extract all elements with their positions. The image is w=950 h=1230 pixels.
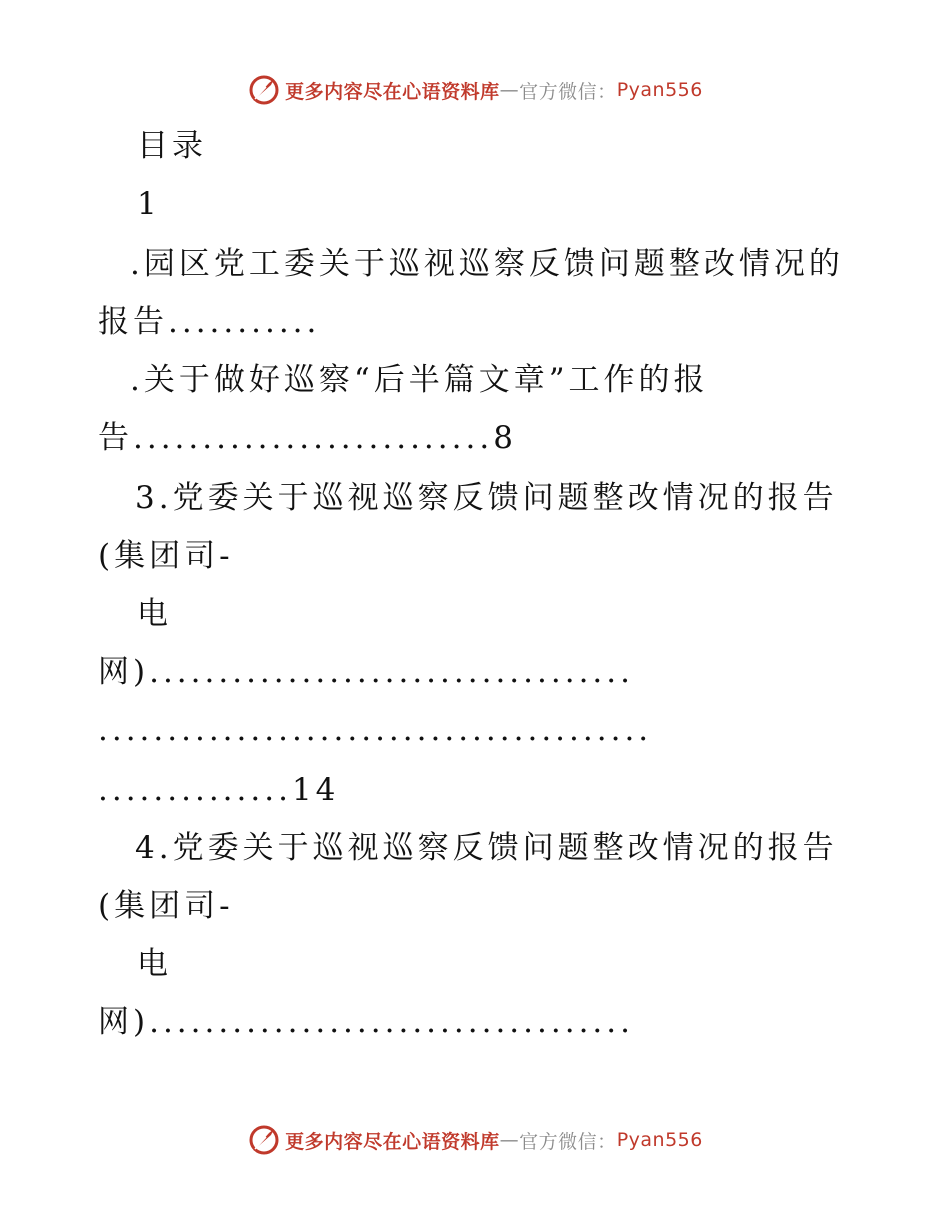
watermark-dash: — xyxy=(499,1129,520,1151)
toc-entry-title: 4.党委关于巡视巡察反馈问题整改情况的报告 xyxy=(135,830,838,866)
toc-entry-line: (集团司- xyxy=(98,888,234,924)
watermark-main-text: 更多内容尽在心语资料库 xyxy=(285,1130,500,1153)
toc-line: 1 xyxy=(137,186,161,222)
quill-pen-logo-icon xyxy=(247,1123,281,1157)
toc-entry-title: .园区党工委关于巡视巡察反馈问题整改情况的 xyxy=(130,246,844,282)
toc-entry-title: 3.党委关于巡视巡察反馈问题整改情况的报告 xyxy=(135,480,838,516)
watermark-main-text: 更多内容尽在心语资料库 xyxy=(285,80,500,103)
toc-entry-leader: 网)................................... xyxy=(98,654,634,690)
toc-entry-line: 电 xyxy=(137,596,172,632)
toc-entry-leader: 网)................................... xyxy=(98,1004,634,1040)
quill-pen-logo-icon xyxy=(247,73,281,107)
toc-heading: 目录 xyxy=(137,128,207,164)
watermark-sub-text: 官方微信： xyxy=(519,1130,617,1153)
header-watermark xyxy=(0,72,950,108)
watermark-handle: Pyan556 xyxy=(616,79,703,101)
toc-entry-line: (集团司- xyxy=(98,538,234,574)
toc-entry-leader: 报告........... xyxy=(98,304,321,340)
watermark-dash: — xyxy=(499,79,520,101)
watermark-handle: Pyan556 xyxy=(616,1129,703,1151)
toc-entry-leader: 告..........................8 xyxy=(98,420,517,456)
toc-entry-leader: ........................................ xyxy=(98,712,653,748)
watermark-sub-text: 官方微信： xyxy=(519,80,617,103)
toc-entry-leader: ..............14 xyxy=(98,772,340,808)
footer-watermark xyxy=(0,1122,950,1158)
toc-entry-title: .关于做好巡察“后半篇文章”工作的报 xyxy=(130,362,709,398)
toc-entry-line: 电 xyxy=(137,946,172,982)
